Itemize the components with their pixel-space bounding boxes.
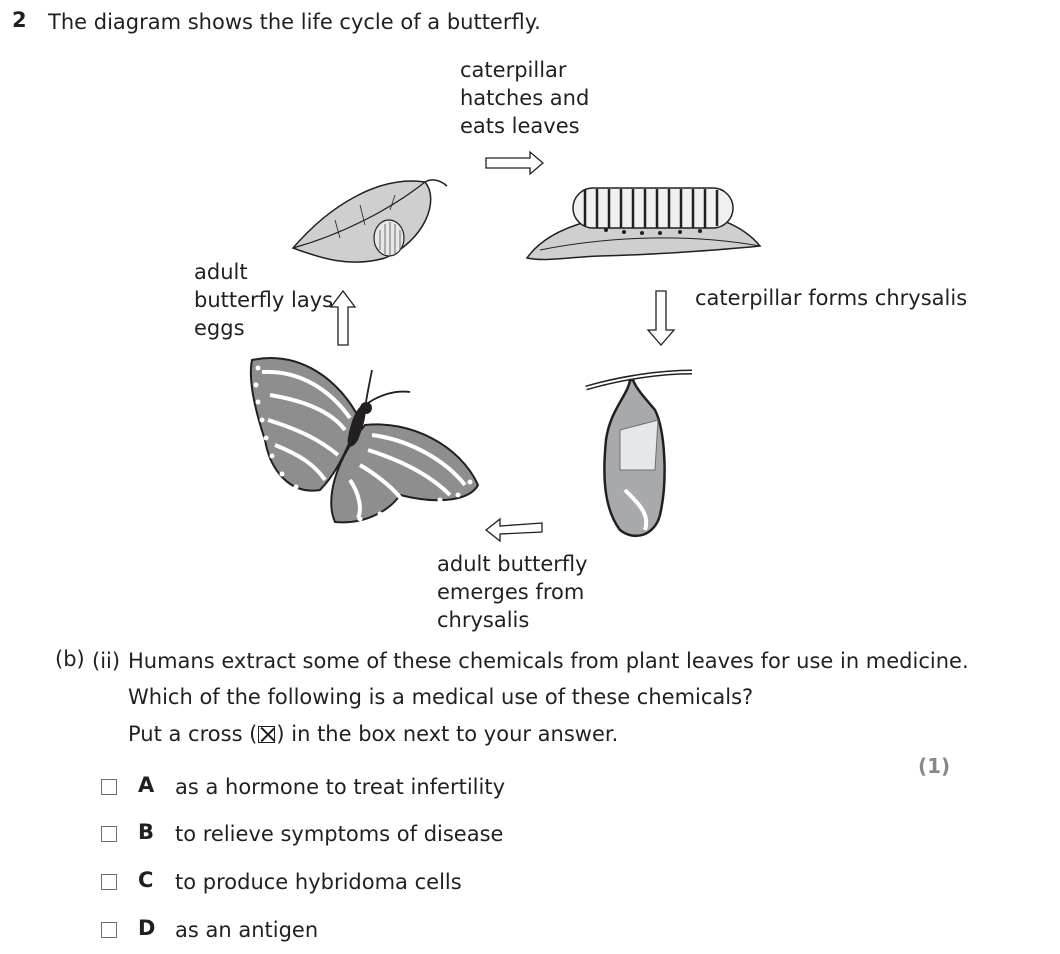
option-text-d: as an antigen — [175, 918, 319, 942]
label-line: eats leaves — [460, 114, 580, 138]
butterfly-icon — [251, 358, 478, 522]
label-line: eggs — [194, 316, 245, 340]
leaf-with-egg-icon — [293, 180, 447, 262]
label-line: adult butterfly — [437, 552, 588, 576]
answer-box-c[interactable] — [101, 874, 117, 890]
question-stem: The diagram shows the life cycle of a butterfly. — [48, 10, 541, 34]
instruction-line — [128, 720, 618, 748]
label-line: hatches and — [460, 86, 590, 110]
option-text-b: to relieve symptoms of disease — [175, 822, 504, 846]
instruction-text-end: ) in the box next to your answer. — [276, 722, 619, 746]
option-letter-b: B — [138, 820, 155, 844]
label-emerges — [437, 550, 588, 634]
label-line: emerges from — [437, 580, 585, 604]
caterpillar-on-leaf-icon — [527, 188, 760, 260]
sub-part-label: (ii) — [92, 649, 121, 673]
marks-available: (1) — [918, 754, 951, 778]
option-letter-a: A — [138, 773, 155, 797]
label-lays-eggs — [194, 258, 333, 342]
question-number: 2 — [12, 8, 27, 32]
arrow-up-icon — [331, 291, 355, 345]
option-text-c: to produce hybridoma cells — [175, 870, 462, 894]
arrow-left-icon — [486, 519, 542, 541]
cross-box-icon — [258, 726, 275, 743]
arrow-right-icon — [486, 152, 543, 174]
arrow-down-icon — [648, 291, 674, 345]
answer-box-a[interactable] — [101, 779, 117, 795]
label-line: adult — [194, 260, 248, 284]
option-letter-c: C — [138, 868, 154, 892]
option-letter-d: D — [138, 916, 156, 940]
option-text-a: as a hormone to treat infertility — [175, 775, 506, 799]
question-line-2: Which of the following is a medical use of these chemicals? — [128, 685, 754, 709]
chrysalis-icon — [586, 372, 692, 536]
answer-box-b[interactable] — [101, 826, 117, 842]
answer-box-d[interactable] — [101, 922, 117, 938]
label-line: caterpillar — [460, 58, 567, 82]
label-line: butterfly lays — [194, 288, 334, 312]
label-line: chrysalis — [437, 608, 530, 632]
part-label: (b) — [55, 647, 85, 671]
instruction-text-start: Put a cross ( — [128, 722, 258, 746]
label-forms-chrysalis: caterpillar forms chrysalis — [695, 286, 968, 310]
question-line-1: Humans extract some of these chemicals from plant leaves for use in medicine. — [128, 649, 969, 673]
label-caterpillar-hatches — [460, 56, 589, 140]
